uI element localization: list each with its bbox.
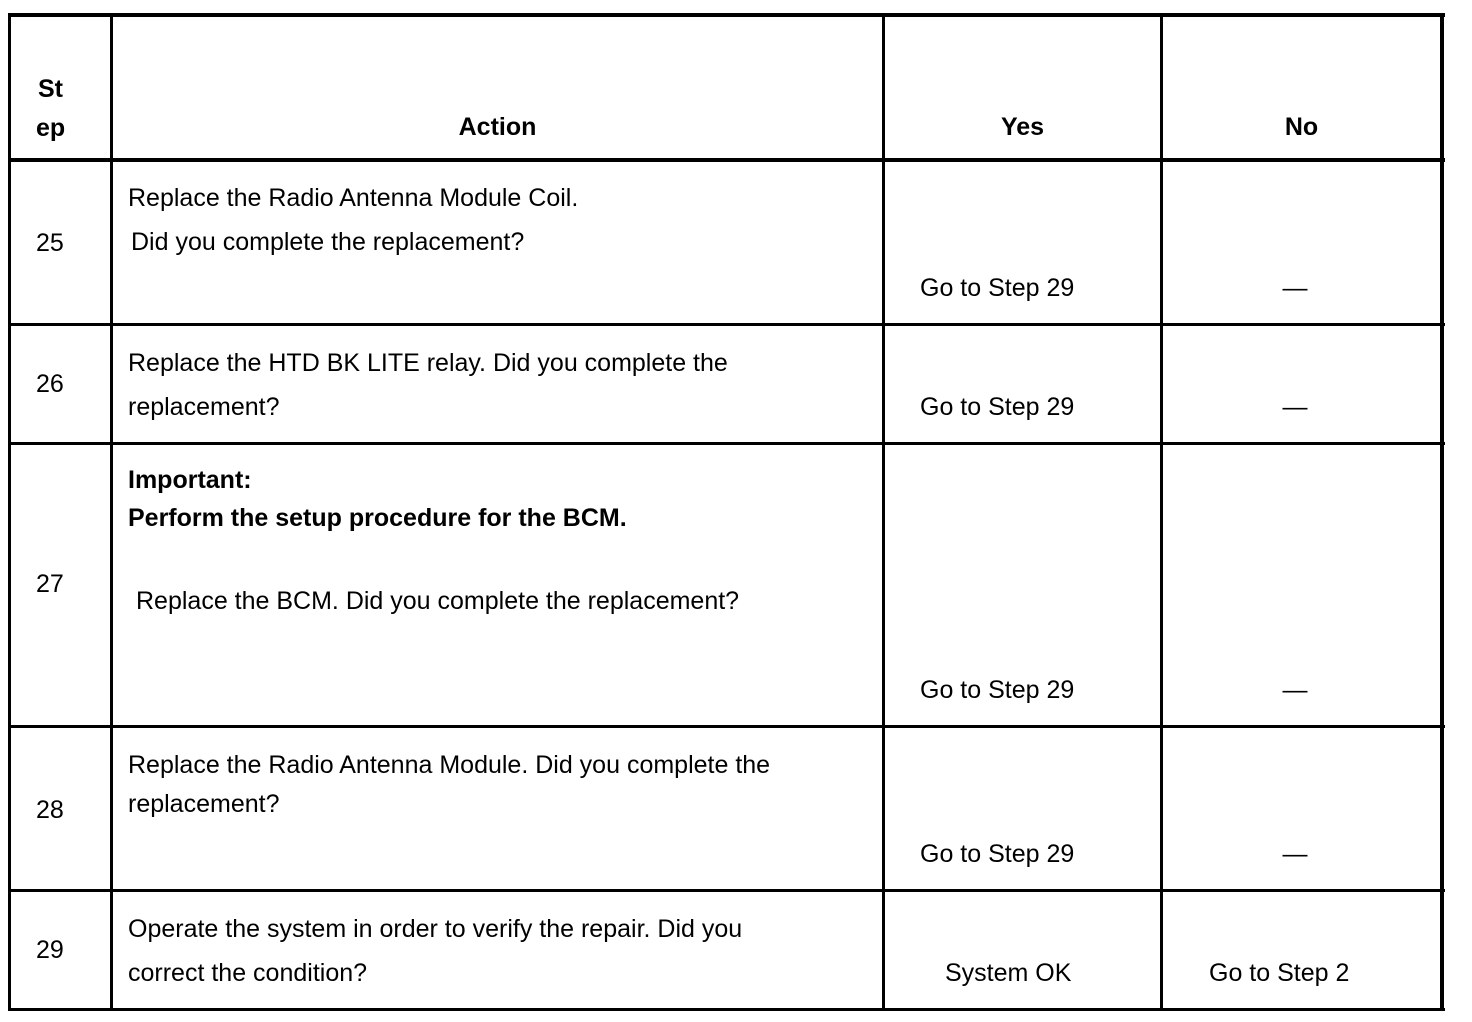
important-label: Important: [128,466,252,494]
header-step-line2: ep [36,114,66,142]
no-result: — [1282,676,1308,704]
action-text: Did you complete the replacement? [131,228,525,256]
important-text: Perform the setup procedure for the BCM. [128,504,627,532]
action-text: replacement? [128,393,280,421]
yes-result: System OK [945,959,1072,987]
row-divider [8,725,1445,728]
table-border-left [8,13,11,1011]
no-result: — [1282,274,1308,302]
table-border-bottom [8,1008,1445,1011]
header-divider [8,158,1445,162]
action-text: Replace the BCM. Did you complete the replacement? [136,587,740,615]
column-divider [110,13,113,1011]
row-divider [8,442,1445,445]
step-number: 25 [36,229,64,257]
action-text: replacement? [128,790,280,818]
row-divider [8,323,1445,326]
no-result: — [1282,840,1308,868]
yes-result: Go to Step 29 [920,274,1075,302]
action-text: Replace the Radio Antenna Module Coil. [128,184,579,212]
no-result: Go to Step 2 [1209,959,1350,987]
action-text: Replace the Radio Antenna Module. Did you complete the [128,751,771,779]
yes-result: Go to Step 29 [920,393,1075,421]
header-action: Action [458,113,537,141]
step-number: 29 [36,936,64,964]
action-text: correct the condition? [128,959,368,987]
header-yes: Yes [1000,113,1045,141]
step-number: 26 [36,370,64,398]
action-text: Replace the HTD BK LITE relay. Did you complete the [128,349,728,377]
header-step-line1: St [38,75,63,103]
yes-result: Go to Step 29 [920,840,1075,868]
no-result: — [1282,393,1308,421]
column-divider [882,13,885,1011]
action-text: Operate the system in order to verify the repair. Did you [128,915,743,943]
row-divider [8,889,1445,892]
table-border-top [8,13,1445,17]
step-number: 28 [36,796,64,824]
header-no: No [1284,113,1319,141]
table-border-right [1440,13,1444,1011]
step-number: 27 [36,570,64,598]
yes-result: Go to Step 29 [920,676,1075,704]
